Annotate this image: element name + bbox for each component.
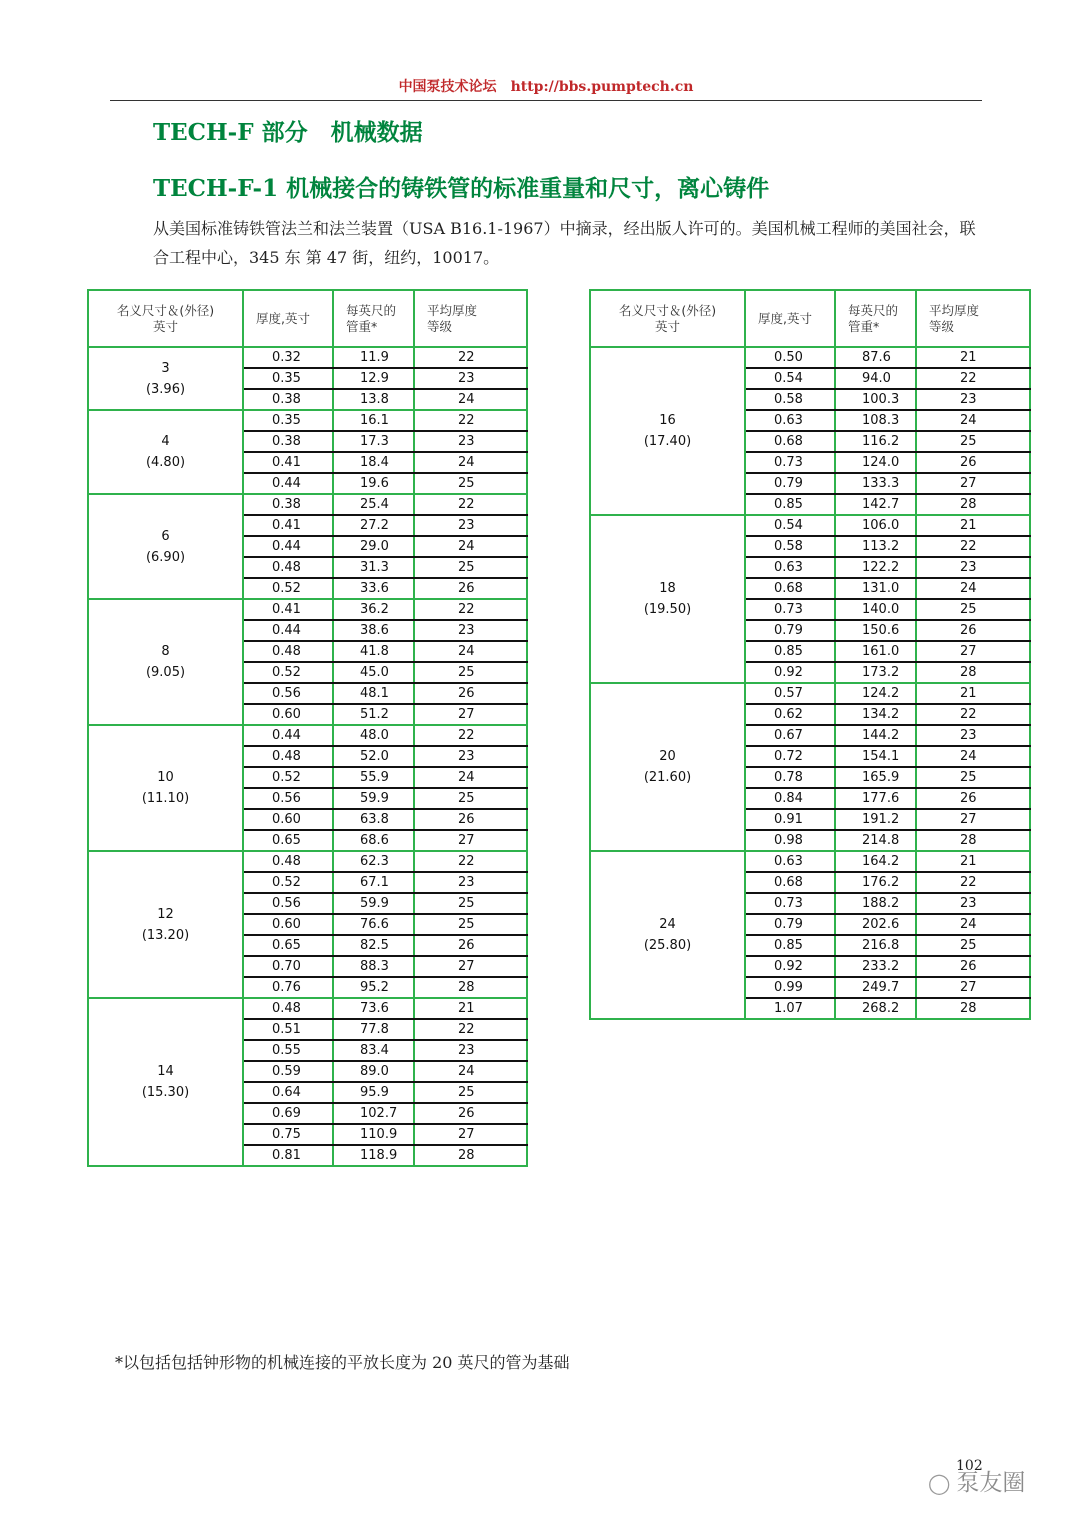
weight-cell: 249.7 — [835, 977, 916, 998]
thickness-cell: 0.38 — [243, 389, 333, 410]
class-cell: 21 — [916, 347, 1030, 368]
thickness-cell: 0.63 — [745, 851, 835, 872]
thickness-cell: 0.52 — [243, 872, 333, 893]
nominal-size: 14 — [157, 1064, 174, 1079]
nominal-size: 24 — [659, 917, 676, 932]
forum-name: 中国泵技术论坛 — [398, 79, 497, 95]
outer-diameter: (3.96) — [145, 381, 186, 397]
weight-cell: 82.5 — [333, 935, 414, 956]
weight-cell: 51.2 — [333, 704, 414, 725]
weight-cell: 59.9 — [333, 893, 414, 914]
class-cell: 24 — [414, 641, 527, 662]
weight-cell: 176.2 — [835, 872, 916, 893]
weight-cell: 118.9 — [333, 1145, 414, 1166]
class-cell: 22 — [414, 851, 527, 872]
class-cell: 27 — [916, 473, 1030, 494]
header-thickness: 厚度,英寸 — [745, 290, 835, 347]
header-class: 平均厚度 等级 — [916, 290, 1030, 347]
class-cell: 23 — [414, 368, 527, 389]
class-cell: 24 — [414, 536, 527, 557]
thickness-cell: 0.75 — [243, 1124, 333, 1145]
weight-cell: 191.2 — [835, 809, 916, 830]
thickness-cell: 0.72 — [745, 746, 835, 767]
class-cell: 26 — [414, 1103, 527, 1124]
thickness-cell: 0.73 — [745, 893, 835, 914]
class-cell: 27 — [916, 641, 1030, 662]
class-cell: 26 — [916, 956, 1030, 977]
thickness-cell: 0.38 — [243, 431, 333, 452]
table-body-right — [590, 347, 1030, 1019]
weight-cell: 62.3 — [333, 851, 414, 872]
weight-cell: 124.0 — [835, 452, 916, 473]
weight-cell: 188.2 — [835, 893, 916, 914]
weight-cell: 124.2 — [835, 683, 916, 704]
footnote: *以包括包括钟形物的机械连接的平放长度为 20 英尺的管为基础 — [115, 1353, 570, 1372]
thickness-cell: 0.56 — [243, 893, 333, 914]
class-cell: 23 — [414, 872, 527, 893]
weight-cell: 29.0 — [333, 536, 414, 557]
thickness-cell: 0.73 — [745, 452, 835, 473]
thickness-cell: 0.54 — [745, 368, 835, 389]
thickness-cell: 0.73 — [745, 599, 835, 620]
table-row — [88, 851, 527, 872]
nominal-size: 12 — [157, 906, 174, 922]
nominal-size-cell — [590, 347, 745, 515]
thickness-cell: 0.63 — [745, 557, 835, 578]
class-cell: 25 — [414, 893, 527, 914]
weight-cell: 233.2 — [835, 956, 916, 977]
weight-cell: 214.8 — [835, 830, 916, 851]
class-cell: 26 — [916, 620, 1030, 641]
weight-cell: 73.6 — [333, 998, 414, 1019]
class-cell: 24 — [916, 578, 1030, 599]
thickness-cell: 0.48 — [243, 641, 333, 662]
table-row — [590, 851, 1030, 872]
class-cell: 22 — [916, 536, 1030, 557]
thickness-cell: 0.60 — [243, 704, 333, 725]
nominal-size-cell — [590, 683, 745, 851]
thickness-cell: 0.48 — [243, 998, 333, 1019]
class-cell: 24 — [414, 1061, 527, 1082]
watermark-text: 泵友圈 — [956, 1470, 1026, 1496]
weight-cell: 88.3 — [333, 956, 414, 977]
thickness-cell: 0.44 — [243, 725, 333, 746]
weight-cell: 19.6 — [333, 473, 414, 494]
class-cell: 25 — [414, 1082, 527, 1103]
weight-cell: 67.1 — [333, 872, 414, 893]
thickness-cell: 0.54 — [745, 515, 835, 536]
weight-cell: 133.3 — [835, 473, 916, 494]
thickness-cell: 0.91 — [745, 809, 835, 830]
thickness-cell: 0.79 — [745, 914, 835, 935]
table-row — [88, 599, 527, 620]
class-cell: 22 — [414, 494, 527, 515]
thickness-cell: 0.85 — [745, 935, 835, 956]
class-cell: 22 — [414, 410, 527, 431]
class-cell: 24 — [414, 389, 527, 410]
thickness-cell: 0.65 — [243, 935, 333, 956]
class-cell: 25 — [414, 914, 527, 935]
thickness-cell: 0.48 — [243, 557, 333, 578]
page-header — [110, 76, 982, 101]
weight-cell: 11.9 — [333, 347, 414, 368]
weight-cell: 131.0 — [835, 578, 916, 599]
outer-diameter: (11.10) — [141, 791, 190, 806]
thickness-cell: 0.50 — [745, 347, 835, 368]
weight-cell: 161.0 — [835, 641, 916, 662]
class-cell: 25 — [414, 788, 527, 809]
class-cell: 21 — [414, 998, 527, 1019]
thickness-cell: 0.67 — [745, 725, 835, 746]
weight-cell: 177.6 — [835, 788, 916, 809]
header-size: 名义尺寸＆(外径) 英寸 — [88, 290, 243, 347]
thickness-cell: 0.58 — [745, 389, 835, 410]
table-row — [88, 410, 527, 431]
outer-diameter: (19.50) — [643, 602, 692, 617]
weight-cell: 77.8 — [333, 1019, 414, 1040]
class-cell: 22 — [414, 1019, 527, 1040]
class-cell: 24 — [916, 410, 1030, 431]
thickness-cell: 0.98 — [745, 830, 835, 851]
weight-cell: 48.0 — [333, 725, 414, 746]
header-size: 名义尺寸＆(外径) 英寸 — [590, 290, 745, 347]
outer-diameter: (13.20) — [141, 927, 190, 943]
thickness-cell: 0.63 — [745, 410, 835, 431]
class-cell: 26 — [414, 578, 527, 599]
header-thickness: 厚度,英寸 — [243, 290, 333, 347]
section-title: TECH-F 部分 机械数据 — [153, 119, 423, 146]
thickness-cell: 0.60 — [243, 809, 333, 830]
class-cell: 22 — [916, 368, 1030, 389]
thickness-cell: 0.59 — [243, 1061, 333, 1082]
thickness-cell: 0.69 — [243, 1103, 333, 1124]
class-cell: 24 — [916, 914, 1030, 935]
weight-cell: 164.2 — [835, 851, 916, 872]
class-cell: 28 — [916, 998, 1030, 1019]
nominal-size: 10 — [157, 770, 174, 785]
weight-cell: 18.4 — [333, 452, 414, 473]
thickness-cell: 0.41 — [243, 515, 333, 536]
nominal-size-cell — [88, 725, 243, 851]
weight-cell: 216.8 — [835, 935, 916, 956]
weight-cell: 52.0 — [333, 746, 414, 767]
weight-cell: 268.2 — [835, 998, 916, 1019]
nominal-size-cell — [88, 410, 243, 494]
class-cell: 22 — [916, 872, 1030, 893]
outer-diameter: (4.80) — [145, 455, 186, 470]
thickness-cell: 0.85 — [745, 494, 835, 515]
table-row — [590, 683, 1030, 704]
weight-cell: 45.0 — [333, 662, 414, 683]
weight-cell: 95.9 — [333, 1082, 414, 1103]
weight-cell: 12.9 — [333, 368, 414, 389]
thickness-cell: 0.70 — [243, 956, 333, 977]
thickness-cell: 0.32 — [243, 347, 333, 368]
weight-cell: 140.0 — [835, 599, 916, 620]
weight-cell: 144.2 — [835, 725, 916, 746]
class-cell: 26 — [916, 452, 1030, 473]
weight-cell: 113.2 — [835, 536, 916, 557]
table-row — [88, 347, 527, 368]
class-cell: 26 — [414, 809, 527, 830]
outer-diameter: (25.80) — [643, 938, 692, 953]
class-cell: 27 — [916, 977, 1030, 998]
thickness-cell: 0.60 — [243, 914, 333, 935]
class-cell: 25 — [916, 767, 1030, 788]
nominal-size-cell — [88, 599, 243, 725]
header-weight: 每英尺的 管重* — [333, 290, 414, 347]
thickness-cell: 0.58 — [745, 536, 835, 557]
class-cell: 28 — [414, 977, 527, 998]
class-cell: 26 — [414, 683, 527, 704]
thickness-cell: 0.65 — [243, 830, 333, 851]
class-cell: 27 — [414, 704, 527, 725]
nominal-size: 4 — [161, 434, 170, 449]
header-weight: 每英尺的 管重* — [835, 290, 916, 347]
thickness-cell: 0.68 — [745, 578, 835, 599]
weight-cell: 150.6 — [835, 620, 916, 641]
weight-cell: 100.3 — [835, 389, 916, 410]
class-cell: 25 — [414, 557, 527, 578]
thickness-cell: 0.51 — [243, 1019, 333, 1040]
class-cell: 27 — [414, 830, 527, 851]
weight-cell: 59.9 — [333, 788, 414, 809]
class-cell: 27 — [414, 956, 527, 977]
weight-cell: 122.2 — [835, 557, 916, 578]
class-cell: 21 — [916, 515, 1030, 536]
nominal-size-cell — [590, 515, 745, 683]
nominal-size: 3 — [161, 360, 170, 376]
wechat-icon: ◯ — [928, 1471, 951, 1495]
thickness-cell: 0.56 — [243, 683, 333, 704]
class-cell: 23 — [414, 431, 527, 452]
class-cell: 25 — [916, 599, 1030, 620]
thickness-cell: 0.56 — [243, 788, 333, 809]
class-cell: 22 — [414, 725, 527, 746]
class-cell: 23 — [916, 725, 1030, 746]
thickness-cell: 0.85 — [745, 641, 835, 662]
thickness-cell: 0.64 — [243, 1082, 333, 1103]
thickness-cell: 0.79 — [745, 473, 835, 494]
thickness-cell: 0.68 — [745, 872, 835, 893]
nominal-size-cell — [88, 851, 243, 998]
nominal-size-cell — [590, 851, 745, 1019]
outer-diameter: (21.60) — [643, 770, 692, 785]
table-body-left — [88, 347, 527, 1166]
weight-cell: 154.1 — [835, 746, 916, 767]
nominal-size: 16 — [659, 413, 676, 428]
table-row — [88, 725, 527, 746]
weight-cell: 41.8 — [333, 641, 414, 662]
outer-diameter: (9.05) — [145, 665, 186, 680]
weight-cell: 68.6 — [333, 830, 414, 851]
weight-cell: 83.4 — [333, 1040, 414, 1061]
thickness-cell: 0.41 — [243, 599, 333, 620]
pipe-table-left — [87, 289, 528, 1167]
weight-cell: 27.2 — [333, 515, 414, 536]
sub-title: TECH-F-1 机械接合的铸铁管的标准重量和尺寸，离心铸件 — [153, 175, 770, 202]
nominal-size: 18 — [659, 581, 676, 596]
weight-cell: 142.7 — [835, 494, 916, 515]
weight-cell: 87.6 — [835, 347, 916, 368]
weight-cell: 102.7 — [333, 1103, 414, 1124]
weight-cell: 89.0 — [333, 1061, 414, 1082]
thickness-cell: 0.79 — [745, 620, 835, 641]
weight-cell: 31.3 — [333, 557, 414, 578]
thickness-cell: 0.78 — [745, 767, 835, 788]
class-cell: 22 — [414, 599, 527, 620]
class-cell: 25 — [916, 431, 1030, 452]
header-class: 平均厚度 等级 — [414, 290, 527, 347]
weight-cell: 173.2 — [835, 662, 916, 683]
table-row — [88, 494, 527, 515]
weight-cell: 202.6 — [835, 914, 916, 935]
thickness-cell: 0.44 — [243, 620, 333, 641]
weight-cell: 95.2 — [333, 977, 414, 998]
weight-cell: 108.3 — [835, 410, 916, 431]
thickness-cell: 0.81 — [243, 1145, 333, 1166]
nominal-size-cell — [88, 494, 243, 599]
pipe-table-right — [589, 289, 1031, 1020]
class-cell: 28 — [916, 662, 1030, 683]
intro-paragraph: 从美国标准铸铁管法兰和法兰装置（USA B16.1-1967）中摘录，经出版人许可的。美国机械工程师的美国社会，联合工程中心，345 东 第 47 街，纽约，10017。 — [153, 219, 976, 267]
weight-cell: 17.3 — [333, 431, 414, 452]
thickness-cell: 0.48 — [243, 851, 333, 872]
weight-cell: 55.9 — [333, 767, 414, 788]
thickness-cell: 0.92 — [745, 956, 835, 977]
weight-cell: 94.0 — [835, 368, 916, 389]
weight-cell: 38.6 — [333, 620, 414, 641]
thickness-cell: 0.52 — [243, 767, 333, 788]
thickness-cell: 0.38 — [243, 494, 333, 515]
weight-cell: 13.8 — [333, 389, 414, 410]
outer-diameter: (6.90) — [145, 549, 186, 565]
weight-cell: 134.2 — [835, 704, 916, 725]
thickness-cell: 0.57 — [745, 683, 835, 704]
weight-cell: 106.0 — [835, 515, 916, 536]
thickness-cell: 0.52 — [243, 578, 333, 599]
thickness-cell: 0.44 — [243, 536, 333, 557]
class-cell: 25 — [414, 473, 527, 494]
class-cell: 24 — [414, 767, 527, 788]
class-cell: 24 — [916, 746, 1030, 767]
thickness-cell: 0.48 — [243, 746, 333, 767]
table-row — [590, 347, 1030, 368]
thickness-cell: 0.92 — [745, 662, 835, 683]
outer-diameter: (17.40) — [643, 434, 692, 449]
thickness-cell: 0.55 — [243, 1040, 333, 1061]
weight-cell: 63.8 — [333, 809, 414, 830]
thickness-cell: 0.44 — [243, 473, 333, 494]
table-row — [590, 515, 1030, 536]
class-cell: 28 — [916, 494, 1030, 515]
class-cell: 28 — [916, 830, 1030, 851]
class-cell: 28 — [414, 1145, 527, 1166]
class-cell: 23 — [916, 893, 1030, 914]
class-cell: 27 — [414, 1124, 527, 1145]
page-number: 102 — [956, 1458, 983, 1474]
thickness-cell: 0.35 — [243, 368, 333, 389]
class-cell: 27 — [916, 809, 1030, 830]
class-cell: 22 — [414, 347, 527, 368]
weight-cell: 110.9 — [333, 1124, 414, 1145]
weight-cell: 116.2 — [835, 431, 916, 452]
thickness-cell: 0.76 — [243, 977, 333, 998]
weight-cell: 36.2 — [333, 599, 414, 620]
thickness-cell: 0.68 — [745, 431, 835, 452]
watermark — [928, 1464, 1025, 1497]
nominal-size-cell — [88, 347, 243, 410]
outer-diameter: (15.30) — [141, 1085, 190, 1100]
thickness-cell: 0.52 — [243, 662, 333, 683]
forum-url[interactable]: http://bbs.pumptech.cn — [510, 79, 694, 95]
class-cell: 23 — [414, 620, 527, 641]
thickness-cell: 1.07 — [745, 998, 835, 1019]
thickness-cell: 0.99 — [745, 977, 835, 998]
weight-cell: 25.4 — [333, 494, 414, 515]
weight-cell: 48.1 — [333, 683, 414, 704]
thickness-cell: 0.35 — [243, 410, 333, 431]
nominal-size-cell — [88, 998, 243, 1166]
class-cell: 23 — [414, 746, 527, 767]
class-cell: 23 — [414, 515, 527, 536]
thickness-cell: 0.62 — [745, 704, 835, 725]
weight-cell: 165.9 — [835, 767, 916, 788]
thickness-cell: 0.41 — [243, 452, 333, 473]
nominal-size: 6 — [161, 528, 170, 544]
class-cell: 24 — [414, 452, 527, 473]
class-cell: 25 — [414, 662, 527, 683]
class-cell: 26 — [916, 788, 1030, 809]
class-cell: 23 — [414, 1040, 527, 1061]
nominal-size: 20 — [659, 749, 676, 764]
weight-cell: 16.1 — [333, 410, 414, 431]
thickness-cell: 0.84 — [745, 788, 835, 809]
class-cell: 25 — [916, 935, 1030, 956]
table-row — [88, 998, 527, 1019]
class-cell: 23 — [916, 389, 1030, 410]
weight-cell: 76.6 — [333, 914, 414, 935]
class-cell: 26 — [414, 935, 527, 956]
class-cell: 22 — [916, 704, 1030, 725]
nominal-size: 8 — [161, 644, 170, 659]
class-cell: 23 — [916, 557, 1030, 578]
class-cell: 21 — [916, 683, 1030, 704]
weight-cell: 33.6 — [333, 578, 414, 599]
class-cell: 21 — [916, 851, 1030, 872]
